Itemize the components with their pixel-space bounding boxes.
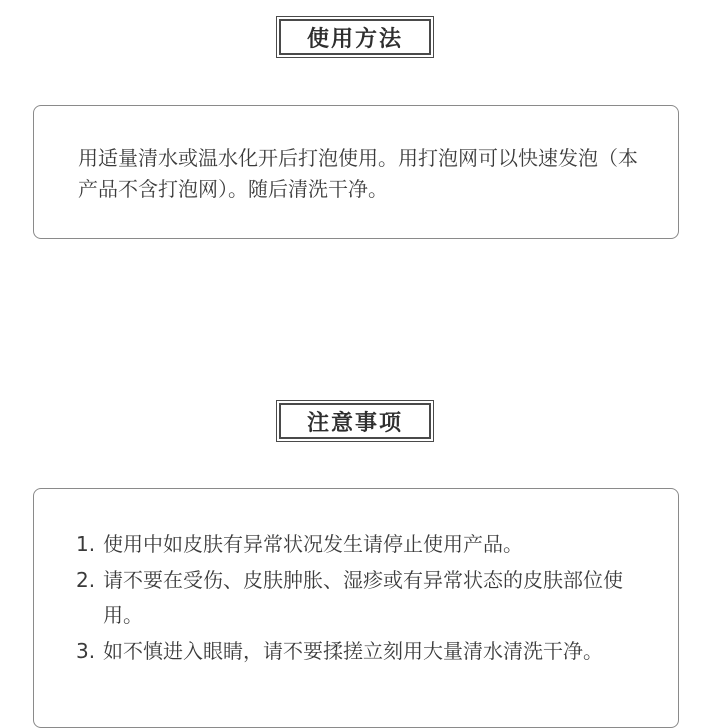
note-text: 请不要在受伤、皮肤肿胀、湿疹或有异常状态的皮肤部位使用。 (103, 568, 623, 627)
note-number: 3. (76, 639, 96, 663)
note-number: 1. (76, 532, 96, 556)
note-item-3 (76, 634, 641, 669)
notes-title: 注意事项 (306, 410, 403, 436)
note-number: 2. (76, 568, 96, 592)
usage-text: 用适量清水或温水化开后打泡使用。用打泡网可以快速发泡（本产品不含打泡网）。随后清洗干净。 (78, 146, 638, 201)
note-text: 如不慎进入眼睛，请不要揉搓立刻用大量清水清洗干净。 (103, 639, 603, 663)
notes-title-box (276, 400, 434, 442)
note-item-2 (76, 563, 641, 633)
note-text: 使用中如皮肤有异常状况发生请停止使用产品。 (103, 532, 523, 556)
usage-title-box (276, 16, 434, 58)
note-item-1 (76, 527, 641, 562)
usage-title: 使用方法 (306, 26, 403, 52)
